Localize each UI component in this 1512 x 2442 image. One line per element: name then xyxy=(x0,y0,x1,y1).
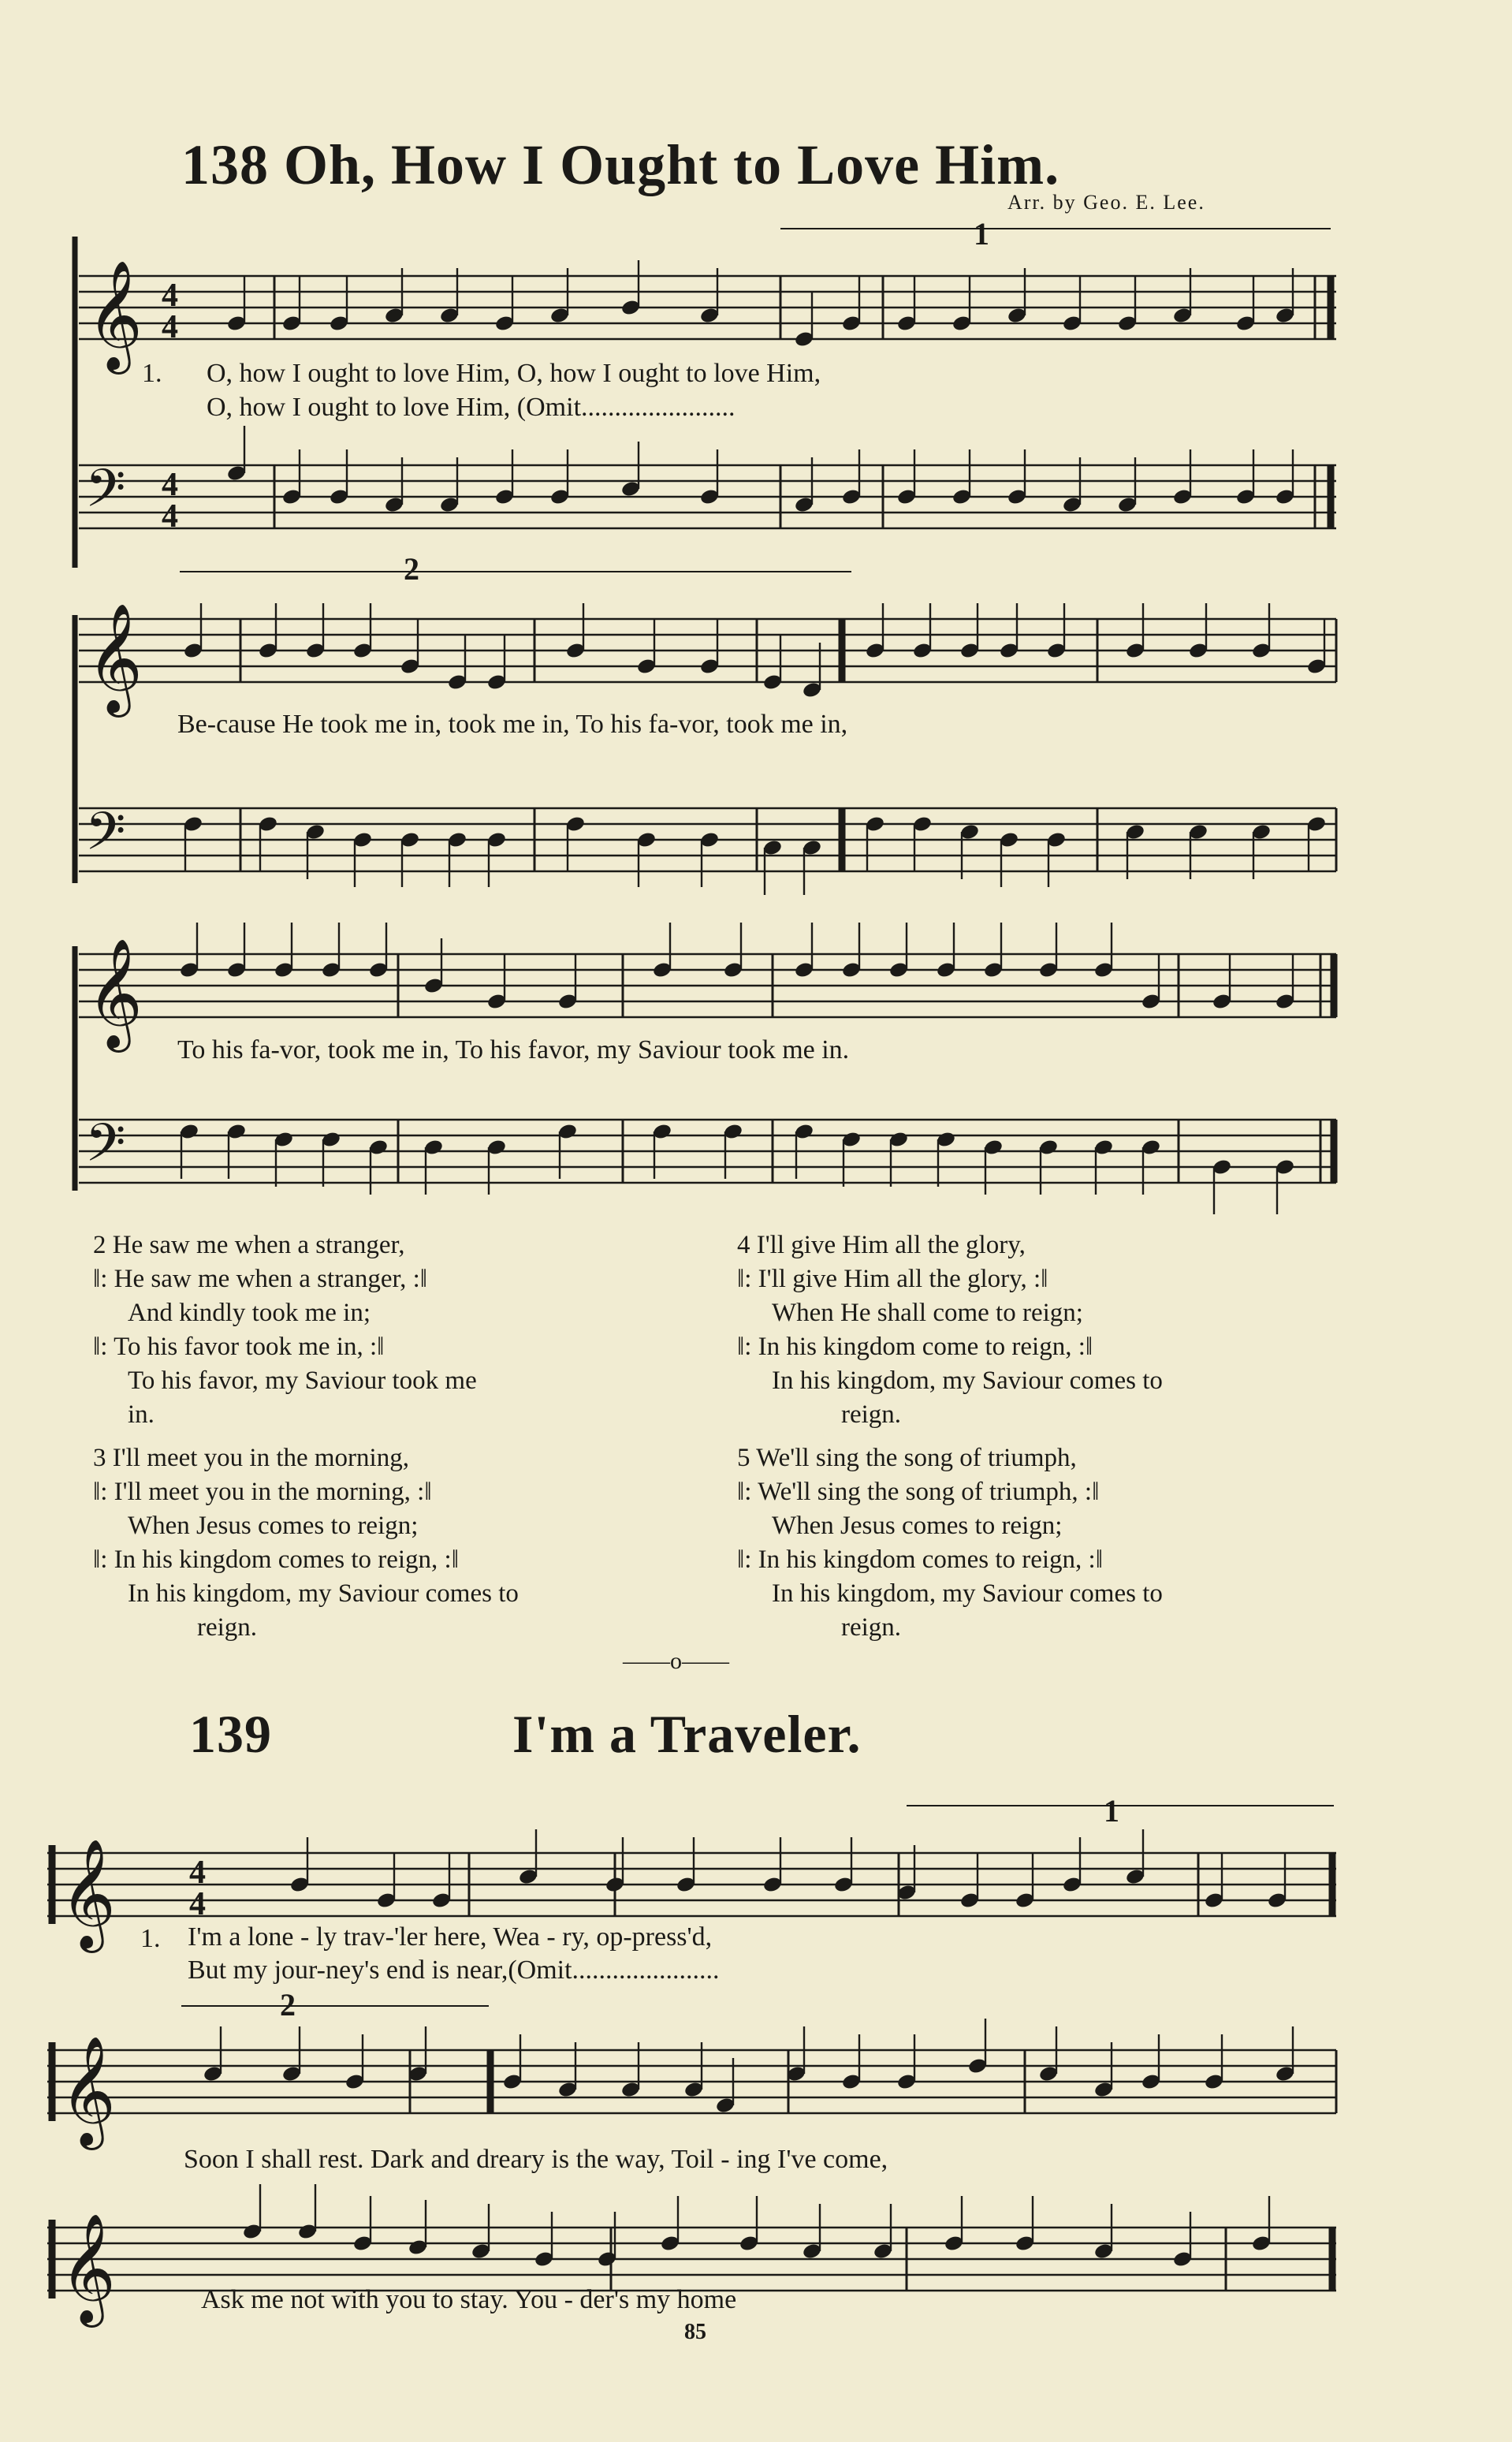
verse-line: When Jesus comes to reign; xyxy=(128,1512,419,1540)
verse-line: 5 We'll sing the song of triumph, xyxy=(737,1444,1077,1472)
svg-text:𝄞: 𝄞 xyxy=(60,2036,116,2146)
hymn-138-system-2-treble xyxy=(79,551,1340,714)
verse-line: reign. xyxy=(841,1613,902,1642)
verse-line: When Jesus comes to reign; xyxy=(772,1512,1063,1540)
hymn-138-lyric-3: To his fa-vor, took me in, To his favor, my Saviour took me in. xyxy=(177,1035,850,1064)
page-number: 85 xyxy=(684,2320,706,2344)
hymn-138-system-2-bass xyxy=(79,757,1340,915)
ending-2-label-139: 2 xyxy=(280,1987,296,2023)
svg-text:𝄞: 𝄞 xyxy=(87,603,143,713)
svg-text:𝄢: 𝄢 xyxy=(85,458,126,531)
hymn-138-line-1a: O, how I ought to love Him, O, how I ought to love Him, xyxy=(207,359,821,388)
verse-line: ‖: I'll meet you in the morning, :‖ xyxy=(93,1478,432,1506)
svg-text:𝄢: 𝄢 xyxy=(85,1113,126,1186)
svg-text:𝄢: 𝄢 xyxy=(85,801,126,874)
verse-line: In his kingdom, my Saviour comes to xyxy=(772,1579,1163,1608)
ending-2-label: 2 xyxy=(404,551,419,587)
svg-text:4: 4 xyxy=(162,467,178,503)
verse-line: reign. xyxy=(197,1613,258,1642)
svg-text:4: 4 xyxy=(162,309,178,345)
verse-line: ‖: He saw me when a stranger, :‖ xyxy=(93,1265,428,1293)
hymn-138-title: Oh, How I Ought to Love Him. xyxy=(284,133,1060,196)
hymn-138-system-3-brace xyxy=(69,946,80,1191)
verse-2 xyxy=(93,1228,477,1432)
hymn-138-arranger: Arr. by Geo. E. Lee. xyxy=(1007,191,1205,214)
verse-4 xyxy=(737,1228,1163,1432)
verse-line: When He shall come to reign; xyxy=(772,1299,1083,1327)
verse-line: reign. xyxy=(841,1400,902,1429)
hymn-138-heading xyxy=(181,132,1060,198)
verse-line: 2 He saw me when a stranger, xyxy=(93,1231,405,1259)
verse-line: ‖: To his favor took me in, :‖ xyxy=(93,1333,385,1361)
hymn-138-verse-number: 1. xyxy=(142,359,162,388)
hymn-139-lyric-3: Ask me not with you to stay. You - der's my home xyxy=(201,2285,737,2314)
hymn-138-system-3-bass xyxy=(79,1080,1340,1222)
hymn-139-system-2 xyxy=(47,1987,1340,2146)
verse-line: ‖: In his kingdom comes to reign, :‖ xyxy=(93,1545,459,1574)
hymn-139-lyric-2: Soon I shall rest. Dark and dreary is the way, Toil - ing I've come, xyxy=(184,2145,888,2174)
verse-line: 3 I'll meet you in the morning, xyxy=(93,1444,409,1472)
verse-5 xyxy=(737,1441,1163,1645)
verse-line: To his favor, my Saviour took me xyxy=(128,1366,477,1395)
svg-text:4: 4 xyxy=(189,1886,206,1922)
verse-line: In his kingdom, my Saviour comes to xyxy=(772,1366,1163,1395)
verse-line: ‖: In his kingdom comes to reign, :‖ xyxy=(737,1545,1103,1574)
hymn-138-line-1b: O, how I ought to love Him, (Omit....................... xyxy=(207,393,736,422)
verse-line: ‖: In his kingdom come to reign, :‖ xyxy=(737,1333,1093,1361)
hymn-139-line-1b: But my jour-ney's end is near,(Omit...................... xyxy=(188,1955,720,1985)
hymn-139-verse-number: 1. xyxy=(140,1924,161,1953)
ending-1-label: 1 xyxy=(974,216,989,252)
hymn-138-system-2-brace xyxy=(69,615,80,883)
hymn-139-title: I'm a Traveler. xyxy=(512,1704,862,1764)
verse-line: in. xyxy=(128,1400,155,1429)
verse-line: And kindly took me in; xyxy=(128,1299,371,1327)
verse-line: In his kingdom, my Saviour comes to xyxy=(128,1579,519,1608)
svg-text:𝄞: 𝄞 xyxy=(87,260,143,370)
verse-line: ‖: I'll give Him all the glory, :‖ xyxy=(737,1265,1048,1293)
svg-text:4: 4 xyxy=(162,278,178,314)
svg-text:𝄞: 𝄞 xyxy=(60,2213,116,2323)
ending-1-label-139: 1 xyxy=(1104,1793,1119,1829)
svg-text:𝄞: 𝄞 xyxy=(87,938,143,1048)
hymn-138-number: 138 xyxy=(181,133,269,196)
hymn-139-number: 139 xyxy=(189,1704,272,1764)
section-separator: ——o—— xyxy=(623,1648,729,1674)
svg-text:4: 4 xyxy=(189,1855,206,1891)
hymn-139-line-1a: I'm a lone - ly trav-'ler here, Wea - ry, op-press'd, xyxy=(188,1922,713,1952)
svg-text:𝄞: 𝄞 xyxy=(60,1839,116,1948)
verse-line: ‖: We'll sing the song of triumph, :‖ xyxy=(737,1478,1100,1506)
hymn-138-system-1-bass xyxy=(79,418,1340,560)
verse-3 xyxy=(93,1441,519,1645)
hymn-138-lyric-2: Be-cause He took me in, took me in, To his fa-vor, took me in, xyxy=(177,710,848,739)
hymn-138-system-1-brace xyxy=(69,237,80,568)
verse-line: 4 I'll give Him all the glory, xyxy=(737,1231,1026,1259)
svg-text:4: 4 xyxy=(162,498,178,535)
